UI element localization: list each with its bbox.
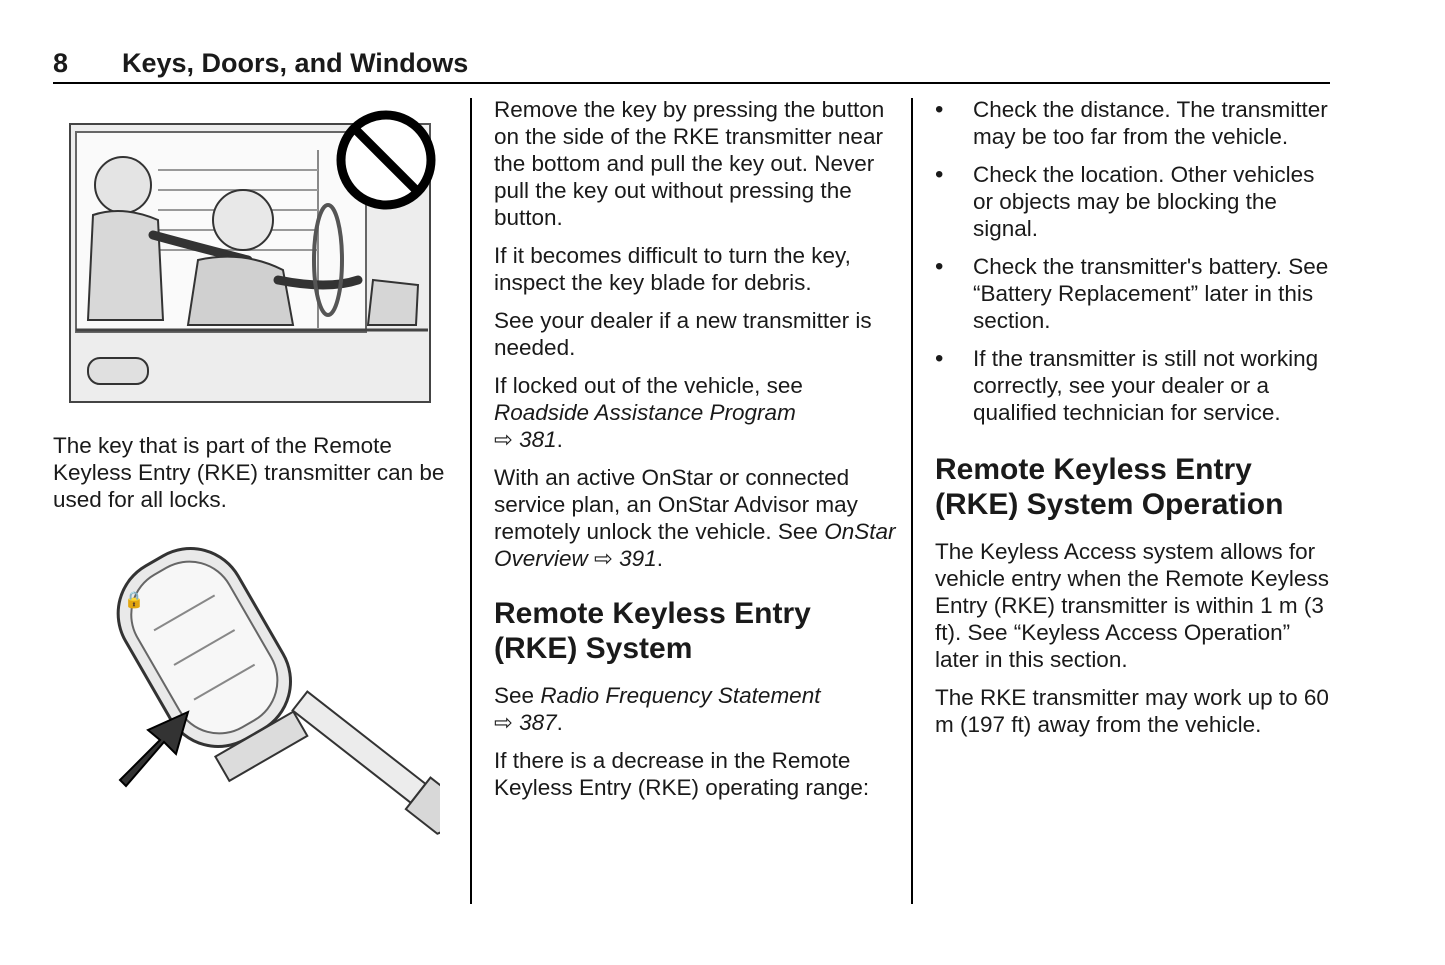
rke-operation-heading: Remote Keyless Entry (RKE) System Operation [935,453,1284,521]
header-rule [53,82,1330,84]
list-item: • Check the location. Other vehicles or objects may be blocking the signal. [935,161,1330,242]
radio-frequency-link[interactable]: Radio Frequency Statement [540,683,821,708]
list-item: • Check the transmitter's battery. See “Battery Replacement” later in this section. [935,253,1330,334]
column-2-text [494,96,899,812]
list-item: • Check the distance. The transmitter may be too far from the vehicle. [935,96,1330,150]
page-ref-381[interactable]: 381 [519,427,557,452]
children-in-car-illustration [68,110,438,405]
column-3-text [935,96,1330,749]
column-divider-2 [911,98,913,904]
range-paragraph: The RKE transmitter may work up to 60 m (197 ft) away from the vehicle. [935,685,1329,737]
radio-frequency-paragraph: See Radio Frequency Statement ⇨ 387. [494,683,821,735]
keyless-access-paragraph: The Keyless Access system allows for vehicle entry when the Remote Keyless Entry (RKE) transmitter is within 1 m (3 ft). See “Keyless Access Operation” later in this section. [935,539,1329,672]
svg-text:🔒: 🔒 [124,590,144,609]
key-locks-paragraph: The key that is part of the Remote Keyless Entry (RKE) transmitter can be used for all locks. [53,433,445,512]
page-ref-391[interactable]: 391 [619,546,657,571]
column-1-text [53,432,453,524]
remove-key-paragraph: Remove the key by pressing the button on the side of the RKE transmitter near the bottom and pull the key out. Never pull the key out without pressing the button. [494,97,885,230]
page-ref-387[interactable]: 387 [519,710,557,735]
rke-system-heading: Remote Keyless Entry (RKE) System [494,597,811,665]
page-ref-arrow-icon: ⇨ [594,546,613,571]
range-decrease-paragraph: If there is a decrease in the Remote Keyless Entry (RKE) operating range: [494,748,870,800]
section-title: Keys, Doors, and Windows [122,48,469,78]
locked-out-paragraph: If locked out of the vehicle, see Roadside Assistance Program ⇨ 381. [494,373,803,452]
onstar-overview-link[interactable]: OnStar Overview [494,519,896,571]
page-ref-arrow-icon: ⇨ [494,427,513,452]
page-ref-arrow-icon: ⇨ [494,710,513,735]
column-divider-1 [470,98,472,904]
difficult-turn-paragraph: If it becomes difficult to turn the key, inspect the key blade for debris. [494,243,851,295]
roadside-assistance-link[interactable]: Roadside Assistance Program [494,400,796,425]
onstar-paragraph: With an active OnStar or connected service plan, an OnStar Advisor may remotely unlock the vehicle. See OnStar Overview ⇨ 391. [494,465,896,571]
key-fob-illustration [100,540,440,860]
list-item: • If the transmitter is still not working correctly, see your dealer or a qualified technician for service. [935,345,1330,426]
page-number: 8 [53,48,69,78]
dealer-paragraph: See your dealer if a new transmitter is needed. [494,308,872,360]
troubleshooting-list [935,96,1330,426]
